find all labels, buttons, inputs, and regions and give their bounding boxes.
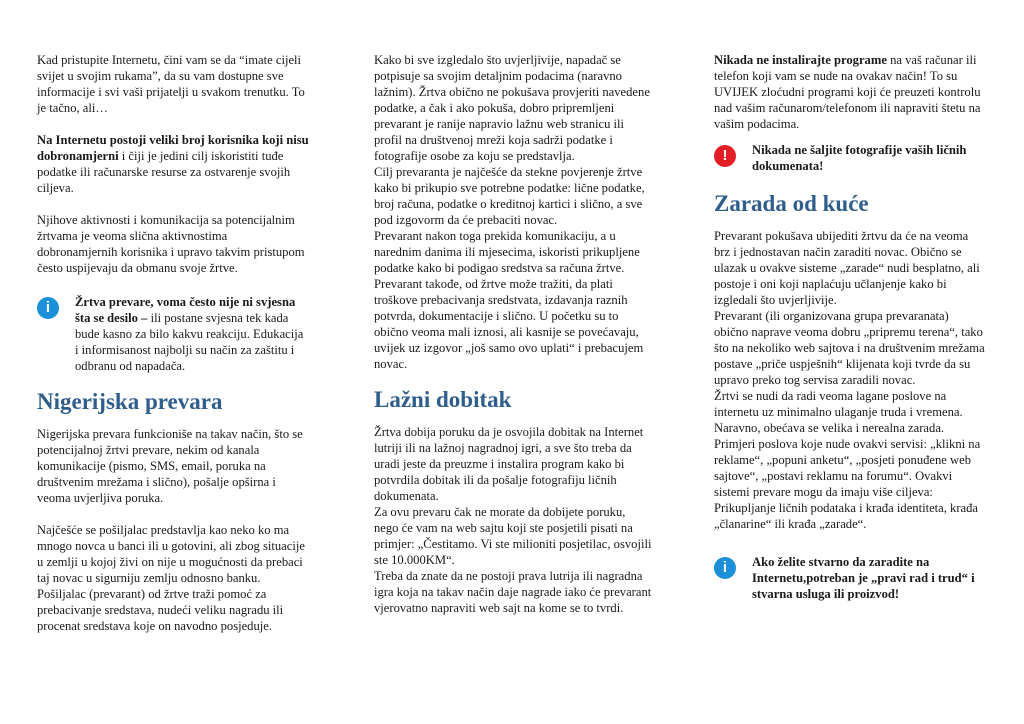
warning-rest: i čiji je jedini cilj iskoristiti tuđe podatke ili računarske resurse za ostvarenje svojih ciljeva. xyxy=(37,149,291,195)
activity-paragraph: Njihove aktivnosti i komunikacija sa potencijalnim žrtvama je veoma slična aktivnostima dobronamjernih korisnika i upravo takvim pristupom često uspijevaju da obmanu svoje žrtve. xyxy=(37,213,305,275)
install-warning-bold: Nikada ne instalirajte programe xyxy=(714,53,887,67)
column-left xyxy=(37,52,309,634)
warning-bold: Na Internetu postoji veliki broj korisnika koji nisu dobronamjerni xyxy=(37,133,309,163)
scam-paragraph-2: Cilj prevaranta je najčešće da stekne povjerenje žrtve kako bi prikupio sve potrebne podatke: lične podatke, broj računa, podatke o kreditnoj kartici i slično, a sve pod izgovorm da će prebaciti novac. xyxy=(374,165,645,227)
info-note-text xyxy=(75,294,309,374)
column-right xyxy=(714,52,986,602)
alert-note-bold: Nikada ne šaljite fotografije vaših ličnih dokumenata! xyxy=(752,143,967,173)
prize-paragraph-2: Za ovu prevaru čak ne morate da dobijete poruku, nego će vam na web sajtu koji ste posjetili pisati na primjer: „Čestitamo. Vi ste milioniti posjetilac, osvojili ste 10.000KM“. xyxy=(374,505,652,567)
earn-paragraph-3: Žrtvi se nudi da radi veoma lagane poslove na internetu uz minimalno ulaganje truda i vremena. Naravno, obećava se velika i nerealna zarada. Primjeri poslova koje nude ovakvi servisi: „klikni na reklame“, „popuni anketu“, „posjeti ponuđene web sajtove“, „postavi reklamu na forumu“. Ovakvi sistemi prevare mogu da imaju više ciljeva: Prikupljanje ličnih podataka i krađa identiteta, krađa „članarine“ ili krađa „zarade“. xyxy=(714,389,981,531)
nigerian-paragraph-2: Najčešće se pošiljalac predstavlja kao neko ko ma mnogo novca u banci ili u gotovini, ali zbog situacije u zemlji u kojoj živi on nije u mogućnosti da prebaci taj novac u sigurniju zemlju odnosno banku. Pošiljalac (prevarant) od žrtve traži pomoć za prebacivanje sredstava, nudeći veliku nagradu ili procenat sredstava koje on navodno posjeduje. xyxy=(37,523,305,633)
scam-paragraph-4: Prevarant takođe, od žrtve može tražiti, da plati troškove prebacivanja sredstvata, izdavanja raznih potvrda, dokumentacije i slično. U početku su to obično veoma mali iznosi, ali kasnije se povećavaju, uvijek uz izgovor „još samo ovo uplati“ i prebacujem novac. xyxy=(374,277,644,371)
heading-work-from-home: Zarada od kuće xyxy=(714,191,869,216)
scam-paragraph-1: Kako bi sve izgledalo što uvjerljivije, napadač se potpisuje sa svojim detaljnim podacima (naravno lažnim). Žrtva obično ne pokušava provjeriti navedene podatke, a čak i ako pokuša, dobro pripremljeni prevarant je ranije napravio lažnu web stranicu ili profil na društvenoj mreži koja sadrži podatke i fotografije osobe za koju se predstavlja. xyxy=(374,53,650,163)
warning-paragraph xyxy=(37,132,309,196)
alert-note-text xyxy=(752,142,986,174)
nigerian-paragraph-1: Nigerijska prevara funkcioniše na takav način, što se potencijalnoj žrtvi prevare, nekim od kanala komunikacije (pismo, SMS, email, poruka na društvenim mrežama i slično), pošalje opširna i veoma uvjerljiva poruka. xyxy=(37,427,303,505)
scam-paragraph-3: Prevarant nakon toga prekida komunikaciju, a u narednim danima ili mjesecima, iskoristi prikupljene podatke kako bi podigao sredstva sa računa žrtve. xyxy=(374,229,640,275)
info-icon: i xyxy=(37,297,59,319)
info-note-rest: ili postane svjesna tek kada bude kasno za bilo kakvu reakciju. Edukacija i informisanost najbolji su način za zaštitu i odbranu od napadača. xyxy=(75,311,304,373)
info-icon: i xyxy=(714,557,736,579)
install-warning-rest: na vaš računar ili telefon koji vam se nude na ovakav način! To su UVIJEK zlоćudni programi koji će preuzeti kontrolu nad vašim računarom/telefonom ili napraviti štetu na vašim podacima. xyxy=(714,53,981,131)
install-warning-paragraph xyxy=(714,52,986,132)
intro-paragraph: Kad pristupite Internetu, čini vam se da “imate cijeli svijet u svojim rukama”, da su vam dostupne sve informacije i svi vaši prijatelji u svakom trenutku. To je tačno, ali… xyxy=(37,53,305,115)
prize-paragraph-3: Treba da znate da ne postoji prava lutrija ili nagradna igra koja na takav način daje nagrade iako će prevarant vjerovatno napraviti web sajt na kome se to tvrdi. xyxy=(374,569,652,615)
info-note-victim xyxy=(37,294,309,374)
prize-paragraph-1: Žrtva dobija poruku da je osvojila dobitak na Internet lutriji ili na lažnoj nagradnoj igri, a sve što treba da uradi jeste da preuzme i instalira program kako bi potvrdila dobitak ili da pošalje fotografiju ličnih dokumenata. xyxy=(374,425,644,503)
info-note-bold: Žrtva prevare, voma često nije ni svjesna šta se desilo – xyxy=(75,295,296,325)
heading-nigerian-scam: Nigerijska prevara xyxy=(37,389,223,414)
heading-fake-prize: Lažni dobitak xyxy=(374,387,512,412)
earn-paragraph-2: Prevarant (ili organizovana grupa prevaranata) obično naprave veoma dobru „pripremu terena“, tako što na nekoliko web sajtova i na društvenim mrežama postave „priče uspješnih“ klijenata koji tvrde da su upravo preko tog servisa zaradili novac. xyxy=(714,309,985,387)
alert-note-documents xyxy=(714,142,986,174)
info-note-earning-bold: Ako želite stvarno da zaradite na Internetu,potreban je „pravi rad i trud“ i stvarna usluga ili proizvod! xyxy=(752,555,975,601)
info-note-earning xyxy=(714,554,986,602)
column-middle xyxy=(374,52,652,616)
alert-icon: ! xyxy=(714,145,736,167)
info-note-earning-text xyxy=(752,554,986,602)
earn-paragraph-1: Prevarant pokušava ubijediti žrtvu da će na veoma brz i jednostavan način zaraditi novac. Obično se ulazak u ovakve sisteme „zarade“ nudi besplatno, ali postoje i oni koji naplaćuju učlanjenje kako bi izgledali što uvjerljivije. xyxy=(714,229,980,307)
